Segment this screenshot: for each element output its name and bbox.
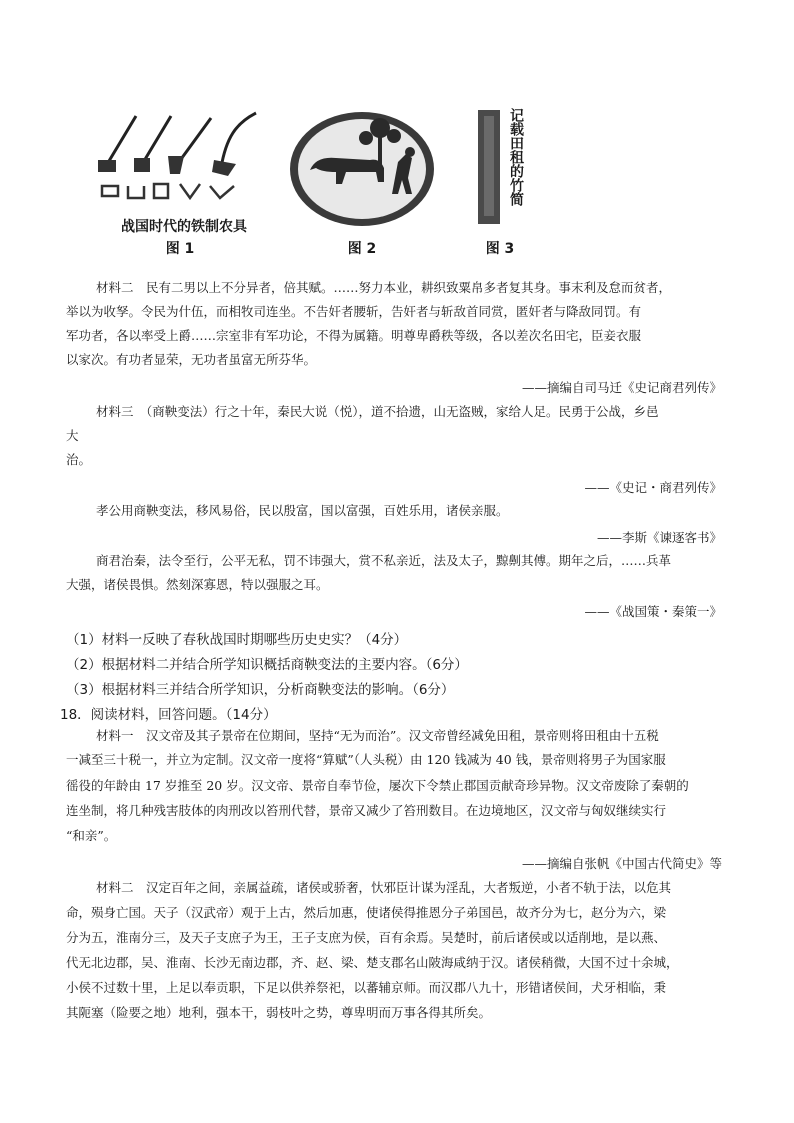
figure-2-label: 图 2 — [347, 241, 377, 257]
q18-material1-line: 材料一 汉文帝及其子景帝在位期间，坚持“无为而治”。汉文帝曾经减免田租，景帝则将田租由十五税 — [96, 728, 659, 743]
iron-tools-illustration — [96, 108, 266, 218]
ox-plowing-illustration — [288, 110, 436, 228]
q18-material2-line: 其阨塞（险要之地）地利，强本干，弱枝叶之势，尊卑明而万事各得其所矣。 — [66, 1005, 492, 1020]
q18-material2-line: 命，殒身亡国。天子（汉武帝）观于上古，然后加惠，使诸侯得推恩分子弟国邑，故齐分为七，赵分为六，梁 — [66, 905, 667, 920]
q18-material1-line: 连坐制，将几种残害肢体的肉刑改以笞刑代替，景帝又减少了笞刑数目。在边境地区，汉文帝与匈奴继续实行 — [66, 803, 667, 818]
figure-3-label: 图 3 — [485, 241, 515, 257]
q18-material2-line: 代无北边郡，吴、淮南、长沙无南边郡，齐、赵、梁、楚支郡名山陂海咸纳于汉。诸侯稍微，大国不过十余城， — [66, 955, 679, 970]
q18-material2-line: 小侯不过数十里，上足以奉贡职，下足以供养祭祀，以蕃辅京师。而汉郡八九十，形错诸侯间，犬牙相临，秉 — [66, 980, 667, 995]
material3-source-3: ——《战国策・秦策一》 — [584, 604, 722, 619]
bamboo-slip-illustration — [476, 108, 502, 226]
figure-3 — [476, 108, 502, 226]
figure-3-vertical-text: 记载田租的竹简 — [508, 108, 524, 206]
material2-line: 举以为收孥。令民为什伍，而相牧司连坐。不告奸者腰斩，告奸者与斩敌首同赏，匿奸者与降敌同罚。有 — [66, 304, 642, 319]
question-17-2: （2）根据材料二并结合所学知识概括商鞅变法的主要内容。（6分） — [66, 657, 468, 673]
material3-line: 治。 — [66, 452, 92, 467]
question-17-1: （1）材料一反映了春秋战国时期哪些历史史实？（4分） — [66, 632, 408, 648]
q18-material1-line: 一减至三十税一，并立为定制。汉文帝一度将“算赋”（人头税）由 120 钱减为 40 钱，景帝则将男子为国家服 — [66, 752, 666, 767]
material3-line: 商君治秦，法令至行，公平无私，罚不讳强大，赏不私亲近，法及太子，黥劓其傅。期年之后，……兵革 — [96, 553, 672, 568]
material2-line: 材料二 民有二男以上不分异者，倍其赋。……努力本业，耕织致粟帛多者复其身。事末利及怠而贫者， — [96, 280, 672, 295]
material3-line: 大强，诸侯畏惧。然刻深寡恩，特以强服之耳。 — [66, 577, 329, 592]
q18-material2-line: 材料二 汉定百年之间，亲属益疏，诸侯或骄奢，忕邪臣计谋为淫乱，大者叛逆，小者不轨于法，以危其 — [96, 880, 672, 895]
material3-paragraph-2: 孝公用商鞅变法，移风易俗，民以殷富，国以富强，百姓乐用，诸侯亲服。 — [96, 503, 509, 518]
material3-source-2: ——李斯《谏逐客书》 — [596, 530, 722, 545]
figure-1-label: 图 1 — [165, 241, 195, 257]
material2-line: 以家次。有功者显荣，无功者虽富无所芬华。 — [66, 352, 317, 367]
q18-material1-line: “和亲”。 — [66, 828, 117, 843]
figure-2 — [288, 110, 436, 228]
figure-1 — [96, 108, 266, 218]
material2-source: ——摘编自司马迁《史记商君列传》 — [521, 380, 722, 395]
question-18-title: 18．阅读材料，回答问题。（14分） — [60, 707, 277, 723]
q18-material1-line: 徭役的年龄由 17 岁推至 20 岁。汉文帝、景帝自奉节俭，屡次下令禁止郡国贡献奇珍异物。汉文帝废除了秦朝的 — [66, 778, 689, 793]
material2-line: 军功者，各以率受上爵……宗室非有军功论，不得为属籍。明尊卑爵秩等级，各以差次名田宅，臣妾衣服 — [66, 328, 642, 343]
question-17-3: （3）根据材料三并结合所学知识，分析商鞅变法的影响。（6分） — [66, 682, 455, 698]
q18-material2-line: 分为五，淮南分三，及天子支庶子为王，王子支庶为侯，百有余焉。吴楚时，前后诸侯或以适削地，是以燕、 — [66, 930, 667, 945]
figure-1-caption: 战国时代的铁制农具 — [121, 219, 247, 235]
material3-line: 大 — [66, 428, 79, 443]
q18-material1-source: ——摘编自张帆《中国古代简史》等 — [521, 856, 722, 871]
material3-line: 材料三 （商鞅变法）行之十年，秦民大说（悦），道不拾遗，山无盗贼，家给人足。民勇于公战，乡邑 — [96, 404, 659, 419]
material3-source-1: ——《史记・商君列传》 — [584, 480, 722, 495]
